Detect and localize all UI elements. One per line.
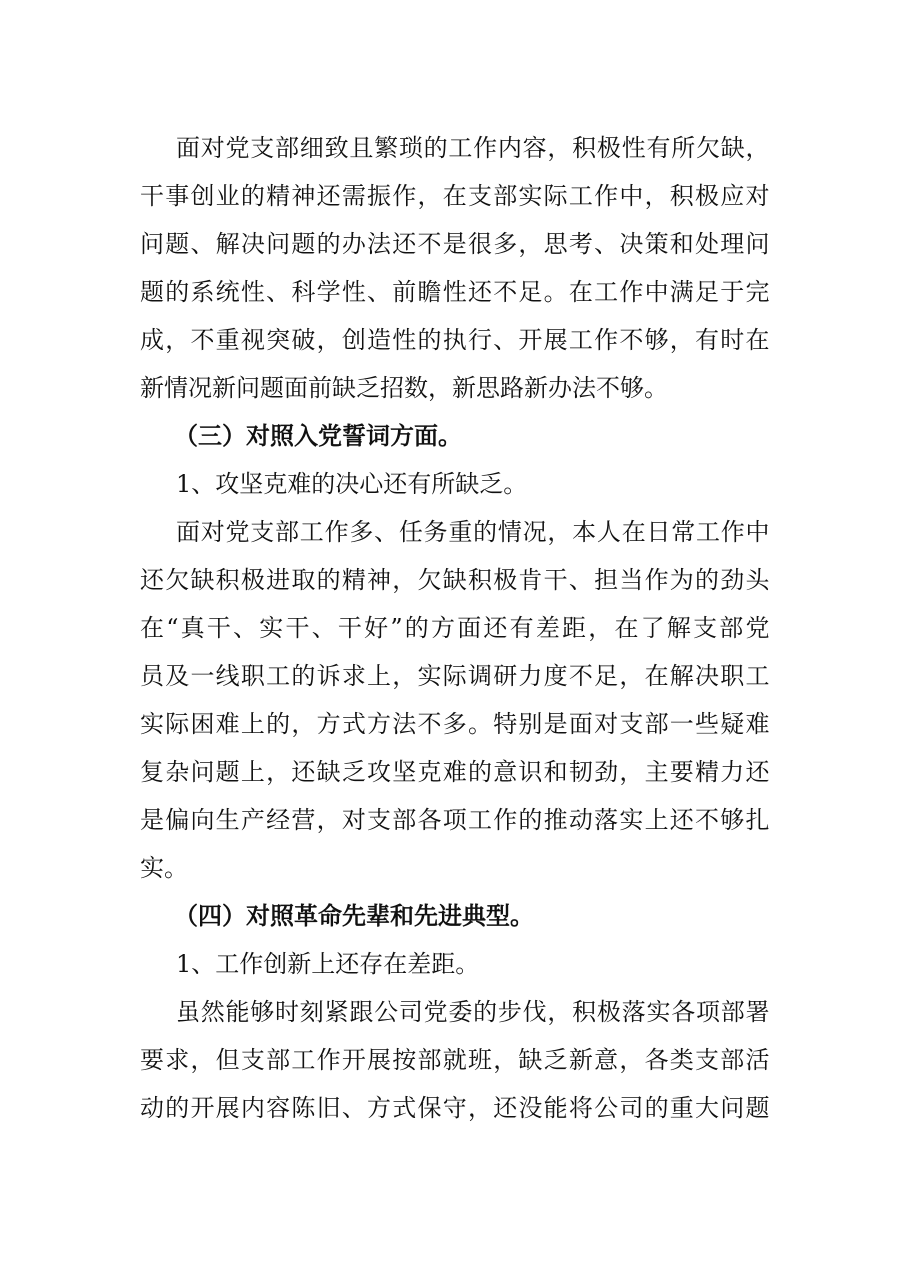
text-line: 员及一线职工的诉求上，实际调研力度不足，在解决职工	[140, 662, 770, 690]
text-line: 还欠缺积极进取的精神，欠缺积极肯干、担当作为的劲头	[140, 566, 770, 594]
text-line: 虽然能够时刻紧跟公司党委的步伐，积极落实各项部署	[176, 998, 770, 1026]
text-line: 动的开展内容陈旧、方式保守，还没能将公司的重大问题	[140, 1094, 770, 1122]
text-line: 实。	[140, 854, 188, 882]
text-line: 新情况新问题面前缺乏招数，新思路新办法不够。	[140, 374, 668, 402]
text-line: 题的系统性、科学性、前瞻性还不足。在工作中满足于完	[140, 278, 770, 306]
list-item-determination: 1、攻坚克难的决心还有所缺乏。	[176, 470, 528, 498]
section-heading-oath: （三）对照入党誓词方面。	[174, 422, 462, 450]
paragraph-determination	[140, 508, 770, 892]
section-heading-pioneers: （四）对照革命先辈和先进典型。	[174, 902, 534, 930]
list-item-innovation: 1、工作创新上还存在差距。	[176, 950, 480, 978]
text-line: 干事创业的精神还需振作，在支部实际工作中，积极应对	[140, 182, 770, 210]
text-line: 复杂问题上，还缺乏攻坚克难的意识和韧劲，主要精力还	[140, 758, 770, 786]
paragraph-work-attitude	[140, 124, 770, 412]
text-line: 要求，但支部工作开展按部就班，缺乏新意，各类支部活	[140, 1046, 770, 1074]
document-body	[140, 124, 770, 1132]
text-line: 面对党支部细致且繁琐的工作内容，积极性有所欠缺，	[176, 134, 770, 162]
text-line: 问题、解决问题的办法还不是很多，思考、决策和处理问	[140, 230, 770, 258]
text-line: 面对党支部工作多、任务重的情况，本人在日常工作中	[176, 518, 770, 546]
text-line: 是偏向生产经营，对支部各项工作的推动落实上还不够扎	[140, 806, 770, 834]
text-line: 在“真干、实干、干好”的方面还有差距，在了解支部党	[140, 614, 770, 642]
text-line: 成，不重视突破，创造性的执行、开展工作不够，有时在	[140, 326, 770, 354]
text-line: 实际困难上的，方式方法不多。特别是面对支部一些疑难	[140, 710, 770, 738]
paragraph-innovation	[140, 988, 770, 1132]
